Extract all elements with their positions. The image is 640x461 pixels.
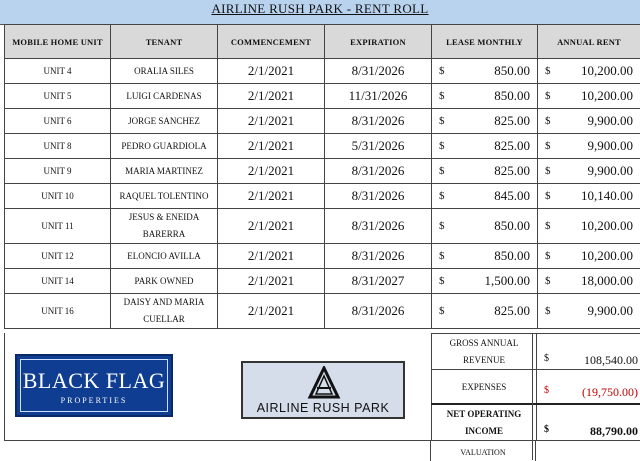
expenses-row — [431, 369, 640, 404]
currency-symbol: $ — [545, 250, 551, 262]
tenant-cell[interactable]: PEDRO GUARDIOLA — [111, 134, 218, 159]
sheet-title: AIRLINE RUSH PARK - RENT ROLL — [211, 3, 428, 15]
monthly-rent-cell[interactable] — [432, 59, 538, 84]
tenant-cell[interactable]: JESUS & ENEIDA BARERRA — [111, 209, 218, 244]
commencement-cell[interactable]: 2/1/2021 — [218, 294, 325, 329]
annual-amount: 9,900.00 — [588, 113, 634, 129]
table-row — [5, 244, 640, 269]
currency-symbol: $ — [439, 90, 445, 102]
gross-revenue-row — [431, 333, 640, 370]
unit-cell[interactable]: UNIT 5 — [5, 84, 111, 109]
monthly-rent-cell[interactable] — [432, 159, 538, 184]
annual-rent-cell[interactable] — [538, 59, 640, 84]
currency-symbol: $ — [545, 140, 551, 152]
black-flag-logo — [15, 354, 173, 417]
monthly-rent-cell[interactable] — [432, 294, 538, 329]
commencement-cell[interactable]: 2/1/2021 — [218, 269, 325, 294]
monthly-rent-cell[interactable] — [432, 109, 538, 134]
monthly-rent-cell[interactable] — [432, 84, 538, 109]
table-row — [5, 109, 640, 134]
monthly-amount: 825.00 — [494, 303, 530, 319]
currency-symbol: $ — [545, 305, 551, 317]
currency-symbol: $ — [439, 250, 445, 262]
unit-cell[interactable]: UNIT 8 — [5, 134, 111, 159]
footer-row — [4, 440, 640, 461]
monthly-amount: 825.00 — [494, 113, 530, 129]
expiration-cell[interactable]: 8/31/2026 — [325, 294, 432, 329]
header-row — [5, 25, 640, 59]
annual-amount: 10,200.00 — [581, 218, 633, 234]
black-flag-logo-text: BLACK FLAG — [17, 368, 171, 394]
table-row — [5, 269, 640, 294]
unit-cell[interactable]: UNIT 6 — [5, 109, 111, 134]
currency-symbol: $ — [545, 220, 551, 232]
commencement-cell[interactable]: 2/1/2021 — [218, 84, 325, 109]
monthly-rent-cell[interactable] — [432, 134, 538, 159]
annual-amount: 18,000.00 — [581, 273, 633, 289]
table-row — [5, 294, 640, 329]
summary-area — [4, 333, 640, 441]
col-header-commencement[interactable]: COMMENCEMENT — [218, 25, 325, 59]
unit-cell[interactable]: UNIT 12 — [5, 244, 111, 269]
currency-symbol: $ — [545, 90, 551, 102]
currency-symbol: $ — [545, 275, 551, 287]
airline-rush-park-logo — [241, 361, 405, 419]
currency-symbol: $ — [545, 190, 551, 202]
currency-symbol: $ — [439, 275, 445, 287]
monthly-amount: 1,500.00 — [485, 273, 531, 289]
col-header-annual-rent[interactable]: ANNUAL RENT — [538, 25, 640, 59]
commencement-cell[interactable]: 2/1/2021 — [218, 134, 325, 159]
monthly-rent-cell[interactable] — [432, 184, 538, 209]
currency-symbol: $ — [439, 140, 445, 152]
expiration-cell[interactable]: 8/31/2026 — [325, 159, 432, 184]
currency-symbol: $ — [439, 220, 445, 232]
currency-symbol: $ — [544, 385, 549, 396]
unit-cell[interactable]: UNIT 10 — [5, 184, 111, 209]
gross-revenue-label[interactable]: GROSS ANNUAL REVENUE — [431, 334, 537, 370]
currency-symbol: $ — [544, 424, 549, 435]
currency-symbol: $ — [545, 165, 551, 177]
monthly-amount: 850.00 — [494, 63, 530, 79]
commencement-cell[interactable]: 2/1/2021 — [218, 159, 325, 184]
currency-symbol: $ — [545, 115, 551, 127]
annual-rent-cell[interactable] — [538, 269, 640, 294]
annual-rent-cell[interactable] — [538, 184, 640, 209]
expenses-label[interactable]: EXPENSES — [431, 370, 537, 404]
col-header-tenant[interactable]: TENANT — [111, 25, 218, 59]
currency-symbol: $ — [439, 65, 445, 77]
unit-cell[interactable]: UNIT 9 — [5, 159, 111, 184]
col-header-lease-monthly[interactable]: LEASE MONTHLY — [432, 25, 538, 59]
commencement-cell[interactable]: 2/1/2021 — [218, 209, 325, 244]
unit-cell[interactable]: UNIT 4 — [5, 59, 111, 84]
col-header-unit[interactable]: MOBILE HOME UNIT — [5, 25, 111, 59]
commencement-cell[interactable]: 2/1/2021 — [218, 244, 325, 269]
tenant-cell[interactable]: DAISY AND MARIA CUELLAR — [111, 294, 218, 329]
annual-rent-cell[interactable] — [538, 109, 640, 134]
annual-amount: 10,200.00 — [581, 88, 633, 104]
currency-symbol: $ — [439, 115, 445, 127]
annual-rent-cell[interactable] — [538, 209, 640, 244]
currency-symbol: $ — [439, 305, 445, 317]
monthly-amount: 850.00 — [494, 218, 530, 234]
expiration-cell[interactable]: 5/31/2026 — [325, 134, 432, 159]
table-row — [5, 134, 640, 159]
expiration-cell[interactable]: 8/31/2026 — [325, 109, 432, 134]
expiration-cell[interactable]: 8/31/2027 — [325, 269, 432, 294]
monthly-rent-cell[interactable] — [432, 269, 538, 294]
annual-amount: 10,200.00 — [581, 248, 633, 264]
tenant-cell[interactable]: LUIGI CARDENAS — [111, 84, 218, 109]
black-flag-logo-subtext: PROPERTIES — [17, 396, 171, 405]
monthly-rent-cell[interactable] — [432, 209, 538, 244]
expiration-cell[interactable]: 8/31/2026 — [325, 244, 432, 269]
annual-rent-cell[interactable] — [538, 244, 640, 269]
annual-amount: 10,140.00 — [581, 188, 633, 204]
currency-symbol: $ — [439, 165, 445, 177]
unit-cell[interactable]: UNIT 14 — [5, 269, 111, 294]
noi-value[interactable]: 88,790.00 — [590, 424, 638, 439]
monthly-amount: 845.00 — [494, 188, 530, 204]
unit-cell[interactable]: UNIT 16 — [5, 294, 111, 329]
rent-roll-body — [5, 59, 640, 329]
annual-rent-cell[interactable] — [538, 134, 640, 159]
annual-amount: 9,900.00 — [588, 138, 634, 154]
expiration-cell[interactable]: 8/31/2026 — [325, 59, 432, 84]
annual-amount: 9,900.00 — [588, 303, 634, 319]
expenses-value[interactable]: (19,750.00) — [582, 385, 638, 400]
expiration-cell[interactable]: 11/31/2026 — [325, 84, 432, 109]
table-row — [5, 84, 640, 109]
tenant-cell[interactable]: ORALIA SILES — [111, 59, 218, 84]
currency-symbol: $ — [545, 65, 551, 77]
unit-cell[interactable]: UNIT 11 — [5, 209, 111, 244]
valuation-label[interactable]: VALUATION — [430, 441, 536, 461]
commencement-cell[interactable]: 2/1/2021 — [218, 184, 325, 209]
annual-rent-cell[interactable] — [538, 84, 640, 109]
gross-revenue-value[interactable]: 108,540.00 — [584, 353, 638, 368]
monthly-amount: 825.00 — [494, 138, 530, 154]
title-bar — [0, 0, 640, 25]
col-header-expiration[interactable]: EXPIRATION — [325, 25, 432, 59]
expiration-cell[interactable]: 8/31/2026 — [325, 209, 432, 244]
table-row — [5, 209, 640, 244]
noi-label[interactable]: NET OPERATING INCOME — [431, 405, 537, 441]
tenant-cell[interactable]: ELONCIO AVILLA — [111, 244, 218, 269]
commencement-cell[interactable]: 2/1/2021 — [218, 109, 325, 134]
airline-a-icon — [307, 366, 341, 399]
table-row — [5, 59, 640, 84]
currency-symbol: $ — [439, 190, 445, 202]
currency-symbol: $ — [544, 353, 549, 364]
annual-rent-cell[interactable] — [538, 159, 640, 184]
monthly-amount: 825.00 — [494, 163, 530, 179]
annual-amount: 9,900.00 — [588, 163, 634, 179]
tenant-cell[interactable]: JORGE SANCHEZ — [111, 109, 218, 134]
monthly-amount: 850.00 — [494, 248, 530, 264]
commencement-cell[interactable]: 2/1/2021 — [218, 59, 325, 84]
airline-logo-text: AIRLINE RUSH PARK — [243, 401, 403, 415]
rent-roll-table — [4, 24, 640, 329]
annual-rent-cell[interactable] — [538, 294, 640, 329]
table-row — [5, 159, 640, 184]
tenant-cell[interactable]: PARK OWNED — [111, 269, 218, 294]
table-row — [5, 184, 640, 209]
monthly-rent-cell[interactable] — [432, 244, 538, 269]
noi-row — [431, 403, 640, 441]
tenant-cell[interactable]: RAQUEL TOLENTINO — [111, 184, 218, 209]
expiration-cell[interactable]: 8/31/2026 — [325, 184, 432, 209]
annual-amount: 10,200.00 — [581, 63, 633, 79]
tenant-cell[interactable]: MARIA MARTINEZ — [111, 159, 218, 184]
monthly-amount: 850.00 — [494, 88, 530, 104]
